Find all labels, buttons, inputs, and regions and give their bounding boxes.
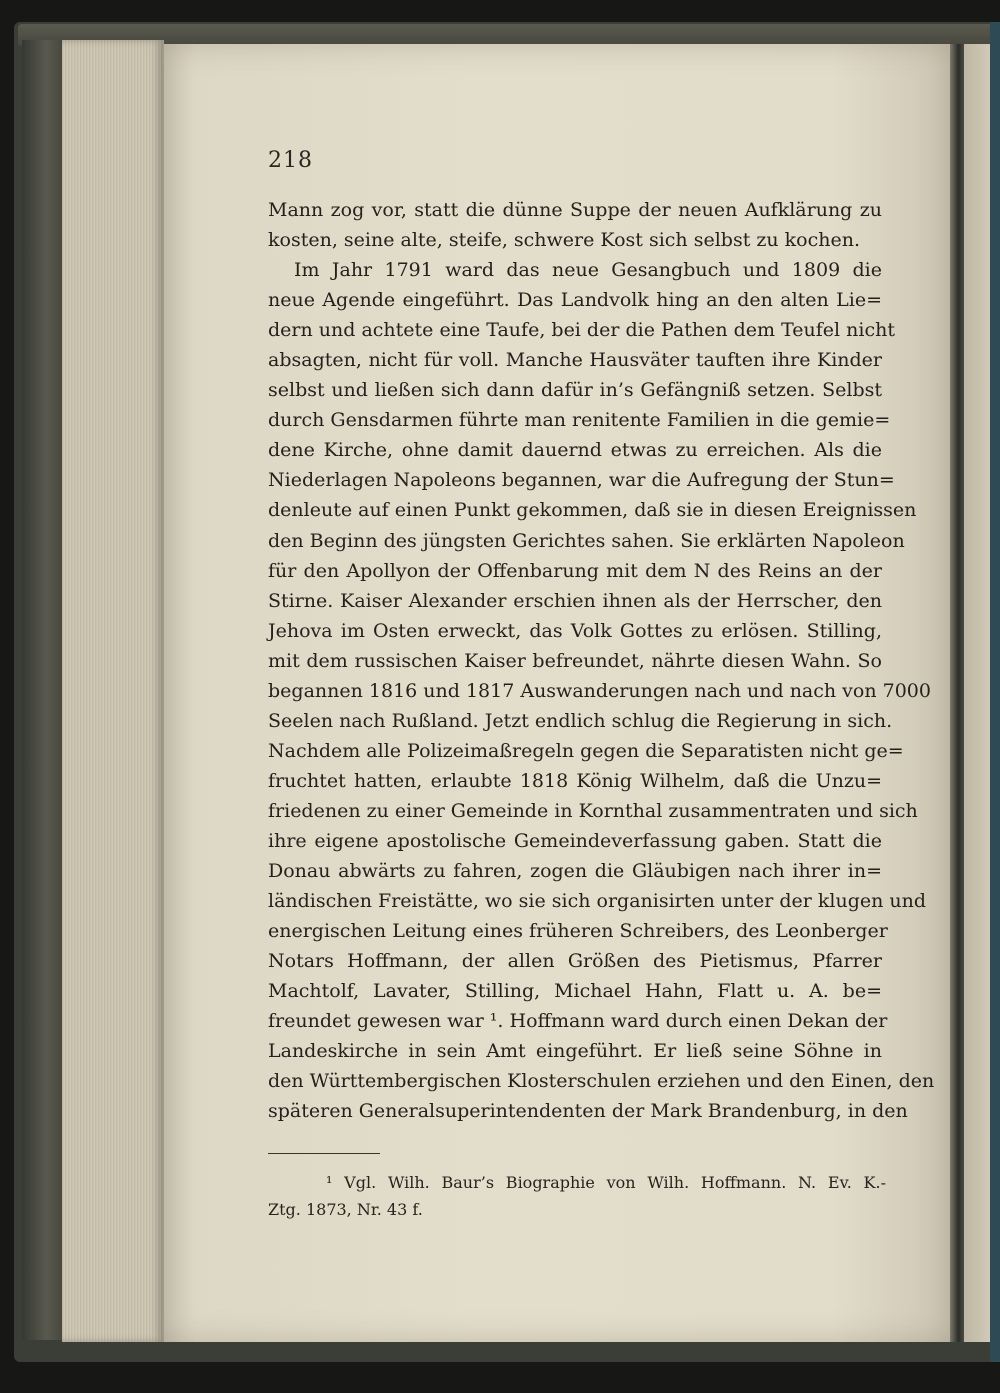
text-line: Niederlagen Napoleons begannen, war die Aufregung der Stun= (268, 469, 895, 492)
text-line: Im Jahr 1791 ward das neue Gesangbuch und 1809 die (294, 259, 882, 282)
text-line: Landeskirche in sein Amt eingeführt. Er ließ seine Söhne in (268, 1040, 882, 1063)
text-line: denleute auf einen Punkt gekommen, daß sie in diesen Ereignissen (268, 499, 917, 522)
cover-top-edge (18, 24, 993, 46)
text-line: begannen 1816 und 1817 Auswanderungen nach und nach von 7000 (268, 679, 931, 702)
text-line: friedenen zu einer Gemeinde in Kornthal zusammentraten und sich (268, 799, 918, 822)
text-line: mit dem russischen Kaiser befreundet, nährte diesen Wahn. So (268, 649, 882, 672)
text-line: dene Kirche, ohne damit dauernd etwas zu erreichen. Als die (268, 439, 882, 462)
text-line: Mann zog vor, statt die dünne Suppe der neuen Aufklärung zu (268, 199, 882, 221)
text-line: fruchtet hatten, erlaubte 1818 König Wilhelm, daß die Unzu= (268, 769, 882, 792)
text-line: dern und achtete eine Taufe, bei der die Pathen dem Teufel nicht (268, 319, 895, 342)
book-gutter (950, 44, 964, 1342)
left-binding-board (22, 40, 62, 1340)
text-line: für den Apollyon der Offenbarung mit dem N des Reins an der (268, 559, 882, 582)
stacked-page-edges (62, 40, 164, 1342)
text-line: energischen Leitung eines früheren Schreibers, des Leonberger (268, 920, 888, 943)
right-cover-edge (990, 22, 1000, 1362)
footnote (268, 1169, 886, 1223)
text-line: ihre eigene apostolische Gemeindeverfassung gaben. Statt die (268, 829, 882, 852)
footnote-line: Ztg. 1873, Nr. 43 f. (268, 1200, 423, 1219)
text-line: durch Gensdarmen führte man renitente Familien in die gemie= (268, 409, 891, 432)
text-line: Seelen nach Rußland. Jetzt endlich schlug die Regierung in sich. (268, 709, 893, 732)
text-line: Machtolf, Lavater, Stilling, Michael Hahn, Flatt u. A. be= (268, 980, 882, 1003)
text-line: selbst und ließen sich dann dafür in’s Gefängniß setzen. Selbst (268, 379, 882, 402)
text-line: Nachdem alle Polizeimaßregeln gegen die Separatisten nicht ge= (268, 739, 904, 762)
page-number: 218 (268, 148, 313, 173)
text-line: den Beginn des jüngsten Gerichtes sahen. Sie erklärten Napoleon (268, 529, 905, 552)
text-line: späteren Generalsuperintendenten der Mark Brandenburg, in den (268, 1100, 908, 1123)
footnote-line: ¹ Vgl. Wilh. Baur’s Biographie von Wilh. Hoffmann. N. Ev. K.- (326, 1173, 886, 1192)
text-line: kosten, seine alte, steife, schwere Kost sich selbst zu kochen. (268, 229, 861, 252)
text-line: den Württembergischen Klosterschulen erziehen und den Einen, den (268, 1070, 935, 1093)
text-line: Notars Hoffmann, der allen Größen des Pietismus, Pfarrer (268, 950, 882, 973)
text-line: freundet gewesen war ¹. Hoffmann ward durch einen Dekan der (268, 1010, 888, 1033)
text-line: ländischen Freistätte, wo sie sich organisirten unter der klugen und (268, 890, 927, 913)
footnote-divider (268, 1153, 380, 1154)
body-text (268, 195, 935, 1126)
text-line: neue Agende eingeführt. Das Landvolk hing an den alten Lie= (268, 289, 882, 312)
text-line: Jehova im Osten erweckt, das Volk Gottes zu erlösen. Stilling, (268, 619, 882, 642)
text-line: absagten, nicht für voll. Manche Hausväter tauften ihre Kinder (268, 349, 882, 372)
text-line: Donau abwärts zu fahren, zogen die Gläubigen nach ihrer in= (268, 860, 882, 883)
text-line: Stirne. Kaiser Alexander erschien ihnen als der Herrscher, den (268, 589, 882, 612)
